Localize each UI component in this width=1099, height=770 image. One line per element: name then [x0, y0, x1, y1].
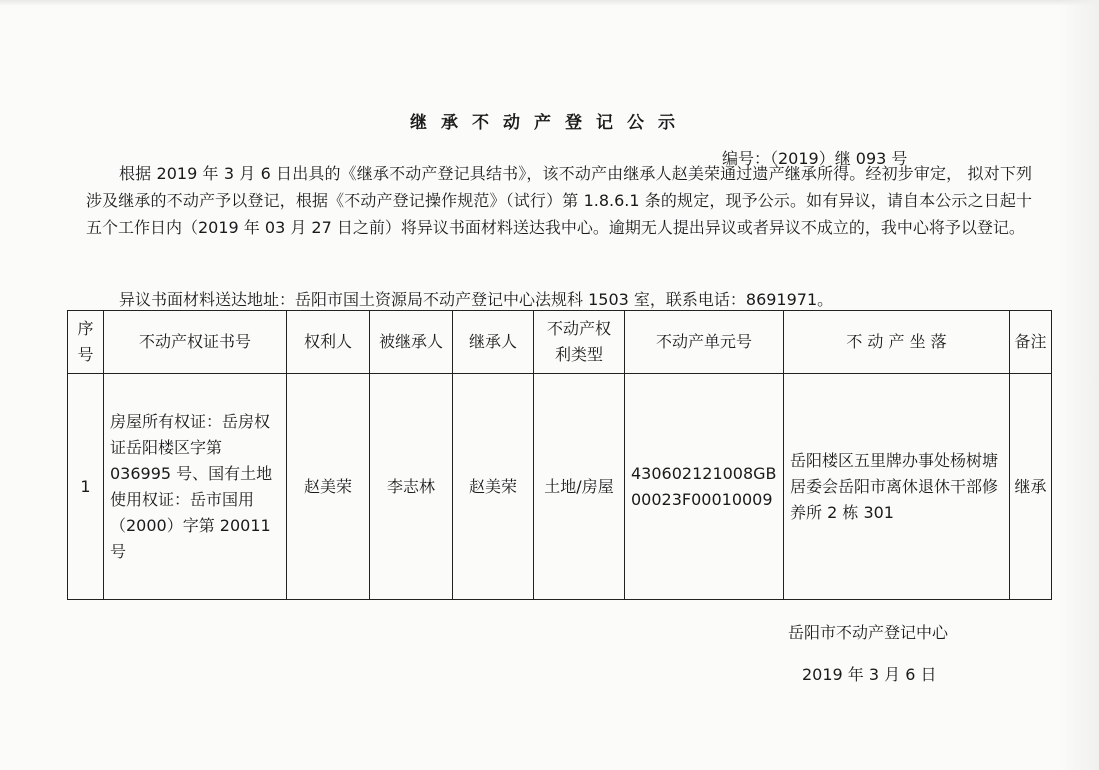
scan-edge-shadow	[0, 0, 1099, 6]
table-header-row	[68, 311, 1052, 374]
body-paragraph: 根据 2019 年 3 月 6 日出具的《继承不动产登记具结书》，该不动产由继承人赵美荣通过遗产继承所得。经初步审定， 拟对下列涉及继承的不动产予以登记，根据《不动产登记操作规范》（试行）第 1.8.6.1 条的规定，现予公示。如有异议，请自本公示之日起十五个工作日内（2019 年 03 月 27 日之前）将异议书面材料送达我中心。逾期无人提出异议或者异议不成立的，我中心将予以登记。	[86, 164, 1032, 237]
header-heir: 继承人	[453, 311, 534, 374]
header-rights-holder: 权利人	[287, 311, 370, 374]
header-location: 不 动 产 坐 落	[784, 311, 1010, 374]
cell-heir: 赵美荣	[453, 374, 534, 600]
header-certificate: 不动产权证书号	[104, 311, 287, 374]
cell-unit-number: 430602121008GB00023F00010009	[625, 374, 784, 600]
objection-address: 异议书面材料送达地址：岳阳市国土资源局不动产登记中心法规科 1503 室，联系电话：8691971。	[119, 290, 834, 309]
cell-location: 岳阳楼区五里牌办事处杨树塘居委会岳阳市离休退休干部修养所 2 栋 301	[784, 374, 1010, 600]
header-unit-number: 不动产单元号	[625, 311, 784, 374]
cell-decedent: 李志林	[370, 374, 453, 600]
issue-date: 2019 年 3 月 6 日	[802, 665, 937, 684]
table-row	[68, 374, 1052, 600]
document-number: 编号：（2019）继 093 号	[722, 149, 908, 168]
header-remarks: 备注	[1010, 311, 1052, 374]
cell-seq: 1	[68, 374, 104, 600]
header-seq: 序号	[68, 311, 104, 374]
document-title: 继承不动产登记公示	[410, 113, 689, 133]
cell-remarks: 继承	[1010, 374, 1052, 600]
header-right-type: 不动产权利类型	[534, 311, 625, 374]
header-decedent: 被继承人	[370, 311, 453, 374]
cell-rights-holder: 赵美荣	[287, 374, 370, 600]
cell-right-type: 土地/房屋	[534, 374, 625, 600]
issuer-name: 岳阳市不动产登记中心	[788, 623, 949, 642]
cell-certificate: 房屋所有权证：岳房权证岳阳楼区字第 036995 号、国有土地使用权证：岳市国用（2000）字第 20011 号	[104, 374, 287, 600]
property-table	[67, 310, 1052, 600]
